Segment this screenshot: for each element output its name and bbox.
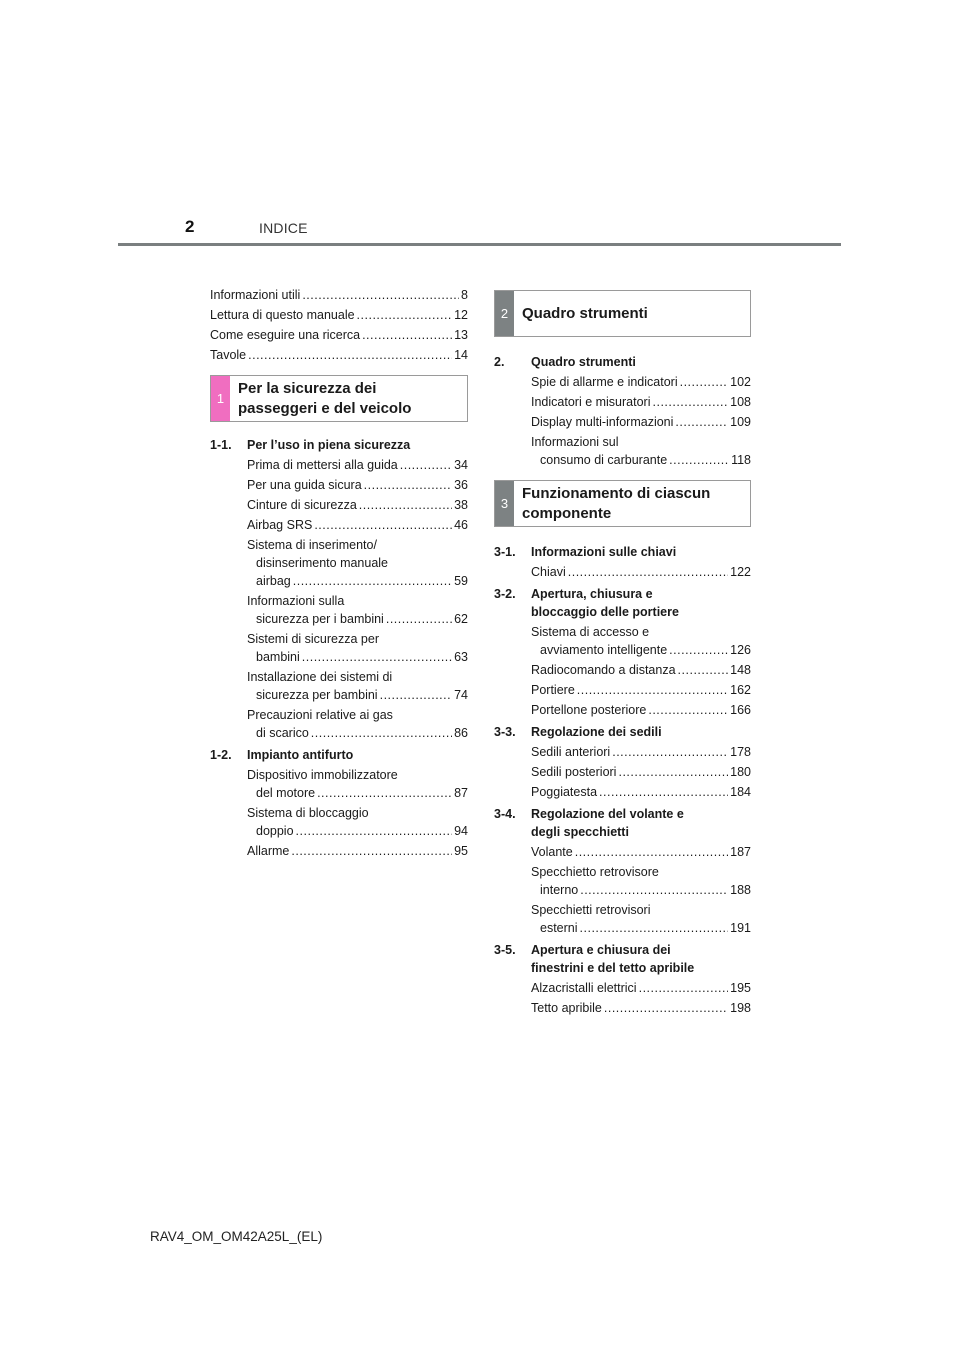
toc-entry-title: Informazioni utili: [210, 288, 301, 302]
toc-page-number: 118: [731, 453, 751, 467]
document-code: RAV4_OM_OM42A25L_(EL): [150, 1229, 323, 1244]
toc-page-number: 8: [461, 288, 468, 302]
chapter-title: Apertura e chiusura dei finestrini e del tetto apribile: [531, 943, 695, 975]
toc-entry[interactable]: [210, 346, 468, 364]
toc-leader-dots: [359, 496, 452, 514]
toc-page-number: 195: [730, 981, 751, 995]
toc-entry-line: [247, 842, 468, 860]
section-3-header[interactable]: [494, 480, 751, 527]
toc-entry-title: Sedili posteriori: [531, 765, 617, 779]
toc-entry-line: [247, 822, 468, 840]
toc-page-number: 108: [730, 395, 751, 409]
toc-leader-dots: [604, 999, 728, 1017]
chapter-title: Per l’uso in piena sicurezza: [247, 438, 411, 452]
toc-entry-line: [531, 661, 751, 679]
chapter-heading[interactable]: [494, 805, 751, 841]
toc-entry-title: Informazioni sulla: [247, 594, 345, 608]
toc-page-number: 74: [454, 688, 468, 702]
toc-entry-line: [210, 286, 468, 304]
chapter-title: Informazioni sulle chiavi: [531, 545, 677, 559]
toc-leader-dots: [314, 516, 452, 534]
toc-entry[interactable]: [210, 630, 468, 666]
toc-entry-line: [210, 306, 468, 324]
toc-entry-title: Display multi-informazioni: [531, 415, 674, 429]
toc-page-number: 188: [730, 883, 751, 897]
toc-entry[interactable]: [494, 843, 751, 861]
toc-entry-line: [247, 572, 468, 590]
toc-page-number: 38: [454, 498, 468, 512]
section-3-tab: 3: [495, 481, 514, 526]
toc-entry-title: Informazioni sul: [531, 435, 619, 449]
toc-page-number: 180: [730, 765, 751, 779]
toc-entry[interactable]: [210, 766, 468, 802]
toc-entry-line: [531, 641, 751, 659]
toc-entry-title: Tetto apribile: [531, 1001, 602, 1015]
toc-entry[interactable]: [210, 476, 468, 494]
toc-page-number: 87: [454, 786, 468, 800]
toc-entry-title: di scarico: [256, 726, 309, 740]
toc-entry[interactable]: [494, 373, 751, 391]
toc-entry-title: Per una guida sicura: [247, 478, 362, 492]
toc-page-number: 126: [730, 643, 751, 657]
toc-page-number: 34: [454, 458, 468, 472]
toc-entry-title: del motore: [256, 786, 316, 800]
section-2-header[interactable]: [494, 290, 751, 337]
section-1-tab: 1: [211, 376, 230, 421]
toc-page-number: 12: [454, 308, 468, 322]
toc-entry-line: [531, 843, 751, 861]
toc-entry[interactable]: [494, 563, 751, 581]
toc-page-number: 94: [454, 824, 468, 838]
toc-entry-line: [531, 413, 751, 431]
toc-leader-dots: [580, 881, 728, 899]
toc-entry-line: [210, 346, 468, 364]
toc-entry-title: Come eseguire una ricerca: [210, 328, 361, 342]
toc-entry-line: [247, 648, 468, 666]
toc-entry-title: Sistema di inserimento/: [247, 538, 377, 552]
left-column: [210, 286, 468, 862]
toc-page-number: 122: [730, 565, 751, 579]
toc-entry-line: [531, 919, 751, 937]
toc-entry[interactable]: [210, 804, 468, 840]
chapter-number: 3-4.: [494, 807, 516, 821]
chapter-number: 1-1.: [210, 438, 232, 452]
intro-entries: [210, 286, 468, 364]
toc-entry-title: sicurezza per bambini: [256, 688, 378, 702]
toc-entry[interactable]: [210, 536, 468, 590]
toc-page-number: 148: [730, 663, 751, 677]
toc-entry[interactable]: [210, 496, 468, 514]
toc-entry-title: Indicatori e misuratori: [531, 395, 651, 409]
toc-leader-dots: [669, 451, 729, 469]
toc-entry-line: [531, 451, 751, 469]
toc-entry-title: Allarme: [247, 844, 290, 858]
section-2-tab: 2: [495, 291, 514, 336]
toc-leader-dots: [575, 843, 728, 861]
chapter-heading[interactable]: [494, 723, 751, 741]
toc-page-number: 166: [730, 703, 751, 717]
toc-leader-dots: [296, 822, 453, 840]
toc-entry-title: disinserimento manuale: [256, 556, 389, 570]
toc-entry-title: sicurezza per i bambini: [256, 612, 384, 626]
chapter-number: 3-1.: [494, 545, 516, 559]
toc-entry[interactable]: [494, 393, 751, 411]
toc-leader-dots: [612, 743, 728, 761]
header-rule: [118, 243, 841, 246]
toc-leader-dots: [577, 681, 728, 699]
chapter-title: Regolazione del volante e degli specchietti: [531, 807, 684, 839]
toc-page-number: 36: [454, 478, 468, 492]
toc-leader-dots: [364, 476, 452, 494]
toc-entry[interactable]: [494, 433, 751, 469]
chapter-number: 2.: [494, 355, 505, 369]
toc-leader-dots: [302, 286, 459, 304]
toc-leader-dots: [362, 326, 452, 344]
toc-leader-dots: [653, 393, 729, 411]
toc-entry[interactable]: [210, 456, 468, 474]
toc-entry-line: [247, 496, 468, 514]
toc-leader-dots: [302, 648, 452, 666]
toc-entry-line: [247, 476, 468, 494]
toc-entry-title: avviamento intelligente: [540, 643, 668, 657]
toc-entry-line: [247, 686, 468, 704]
toc-leader-dots: [599, 783, 728, 801]
chapter-heading[interactable]: [494, 353, 751, 371]
toc-entry-title: Chiavi: [531, 565, 566, 579]
toc-entry-title: Cinture di sicurezza: [247, 498, 357, 512]
chapter-title: Apertura, chiusura e bloccaggio delle portiere: [531, 587, 679, 619]
toc-entry[interactable]: [494, 901, 751, 937]
toc-entry[interactable]: [210, 592, 468, 628]
toc-entry-title: consumo di carburante: [540, 453, 668, 467]
toc-entry-title: Installazione dei sistemi di: [247, 670, 393, 684]
toc-entry-title: Sistema di accesso e: [531, 625, 650, 639]
section-3-contents: [494, 543, 751, 1017]
toc-leader-dots: [293, 572, 452, 590]
chapter-title: Quadro strumenti: [531, 355, 636, 369]
section-2-title: Quadro strumenti: [522, 304, 648, 322]
toc-entry-line: [531, 881, 751, 899]
toc-page-number: 109: [730, 415, 751, 429]
chapter-heading[interactable]: [494, 941, 751, 977]
chapter-number: 3-2.: [494, 587, 516, 601]
toc-leader-dots: [648, 701, 728, 719]
toc-entry-line: [531, 701, 751, 719]
toc-page-number: 86: [454, 726, 468, 740]
toc-leader-dots: [568, 563, 728, 581]
toc-entry[interactable]: [494, 783, 751, 801]
section-1-title: Per la sicurezza dei passeggeri e del veicolo: [238, 379, 412, 417]
toc-entry-line: [531, 681, 751, 699]
toc-entry[interactable]: [494, 863, 751, 899]
section-1-contents: [210, 436, 468, 860]
chapter-heading[interactable]: [210, 746, 468, 764]
toc-entry-title: Spie di allarme e indicatori: [531, 375, 678, 389]
toc-entry-line: [247, 784, 468, 802]
toc-page-number: 162: [730, 683, 751, 697]
toc-leader-dots: [675, 413, 728, 431]
toc-entry[interactable]: [210, 668, 468, 704]
toc-entry-title: airbag: [256, 574, 291, 588]
toc-entry-line: [531, 743, 751, 761]
page-number: 2: [185, 217, 195, 236]
toc-entry-line: [531, 999, 751, 1017]
toc-entry[interactable]: [494, 763, 751, 781]
toc-entry-line: [531, 979, 751, 997]
right-column: [494, 290, 751, 1019]
toc-entry-line: [247, 456, 468, 474]
toc-entry[interactable]: [494, 999, 751, 1017]
toc-entry[interactable]: [494, 681, 751, 699]
toc-leader-dots: [400, 456, 452, 474]
toc-leader-dots: [317, 784, 452, 802]
toc-entry-line: [531, 393, 751, 411]
toc-entry-title: Precauzioni relative ai gas: [247, 708, 393, 722]
chapter-title: Regolazione dei sedili: [531, 725, 662, 739]
toc-entry[interactable]: [494, 623, 751, 659]
toc-entry-title: Radiocomando a distanza: [531, 663, 676, 677]
toc-leader-dots: [680, 373, 729, 391]
toc-entry[interactable]: [494, 661, 751, 679]
toc-entry[interactable]: [210, 516, 468, 534]
toc-entry-title: Prima di mettersi alla guida: [247, 458, 398, 472]
toc-page-number: 178: [730, 745, 751, 759]
chapter-number: 1-2.: [210, 748, 232, 762]
toc-leader-dots: [357, 306, 453, 324]
toc-leader-dots: [669, 641, 728, 659]
chapter-number: 3-3.: [494, 725, 516, 739]
toc-entry-title: Portiere: [531, 683, 575, 697]
toc-page-number: 14: [454, 348, 468, 362]
toc-page-number: 187: [730, 845, 751, 859]
toc-page-number: 62: [454, 612, 468, 626]
toc-leader-dots: [639, 979, 729, 997]
toc-entry-title: Tavole: [210, 348, 247, 362]
running-title: INDICE: [259, 220, 308, 236]
toc-leader-dots: [248, 346, 452, 364]
toc-entry-title: Specchietto retrovisore: [531, 865, 659, 879]
toc-entry-line: [247, 516, 468, 534]
toc-entry-title: doppio: [256, 824, 294, 838]
toc-entry[interactable]: [210, 842, 468, 860]
toc-page-number: 63: [454, 650, 468, 664]
page-header: [0, 0, 960, 260]
toc-page-number: 95: [454, 844, 468, 858]
section-2-contents: [494, 353, 751, 469]
toc-entry-title: Sistemi di sicurezza per: [247, 632, 379, 646]
toc-page-number: 59: [454, 574, 468, 588]
chapter-number: 3-5.: [494, 943, 516, 957]
toc-entry[interactable]: [494, 413, 751, 431]
toc-entry[interactable]: [210, 706, 468, 742]
toc-leader-dots: [291, 842, 452, 860]
toc-page-number: 46: [454, 518, 468, 532]
toc-leader-dots: [580, 919, 729, 937]
toc-entry-title: Airbag SRS: [247, 518, 313, 532]
toc-leader-dots: [311, 724, 452, 742]
toc-entry-title: Alzacristalli elettrici: [531, 981, 637, 995]
toc-entry[interactable]: [494, 743, 751, 761]
toc-entry-line: [531, 563, 751, 581]
toc-entry-title: Portellone posteriore: [531, 703, 647, 717]
toc-entry[interactable]: [494, 979, 751, 997]
toc-leader-dots: [386, 610, 452, 628]
toc-entry-line: [247, 610, 468, 628]
toc-entry-line: [531, 783, 751, 801]
toc-entry-title: Sedili anteriori: [531, 745, 611, 759]
section-3-title: Funzionamento di ciascun componente: [522, 484, 711, 522]
toc-page-number: 191: [730, 921, 751, 935]
toc-entry-title: interno: [540, 883, 579, 897]
toc-leader-dots: [380, 686, 453, 704]
toc-entry-line: [531, 763, 751, 781]
toc-entry-line: [531, 373, 751, 391]
toc-entry-line: [210, 326, 468, 344]
toc-leader-dots: [618, 763, 728, 781]
toc-entry-title: esterni: [540, 921, 578, 935]
chapter-title: Impianto antifurto: [247, 748, 354, 762]
toc-entry[interactable]: [494, 701, 751, 719]
toc-entry-title: Dispositivo immobilizzatore: [247, 768, 398, 782]
toc-entry[interactable]: [210, 326, 468, 344]
toc-entry-title: bambini: [256, 650, 300, 664]
toc-entry-title: Specchietti retrovisori: [531, 903, 651, 917]
toc-entry-line: [247, 724, 468, 742]
toc-entry-title: Sistema di bloccaggio: [247, 806, 369, 820]
toc-entry-title: Volante: [531, 845, 573, 859]
toc-entry[interactable]: [210, 306, 468, 324]
toc-page-number: 198: [730, 1001, 751, 1015]
toc-page-number: 184: [730, 785, 751, 799]
toc-page-number: 13: [454, 328, 468, 342]
toc-entry[interactable]: [210, 286, 468, 304]
toc-entry-title: Poggiatesta: [531, 785, 598, 799]
toc-leader-dots: [678, 661, 729, 679]
chapter-heading[interactable]: [494, 585, 751, 621]
toc-entry-title: Lettura di questo manuale: [210, 308, 355, 322]
toc-page-number: 102: [730, 375, 751, 389]
section-1-header[interactable]: [210, 375, 468, 422]
chapter-heading[interactable]: [494, 543, 751, 561]
chapter-heading[interactable]: [210, 436, 468, 454]
